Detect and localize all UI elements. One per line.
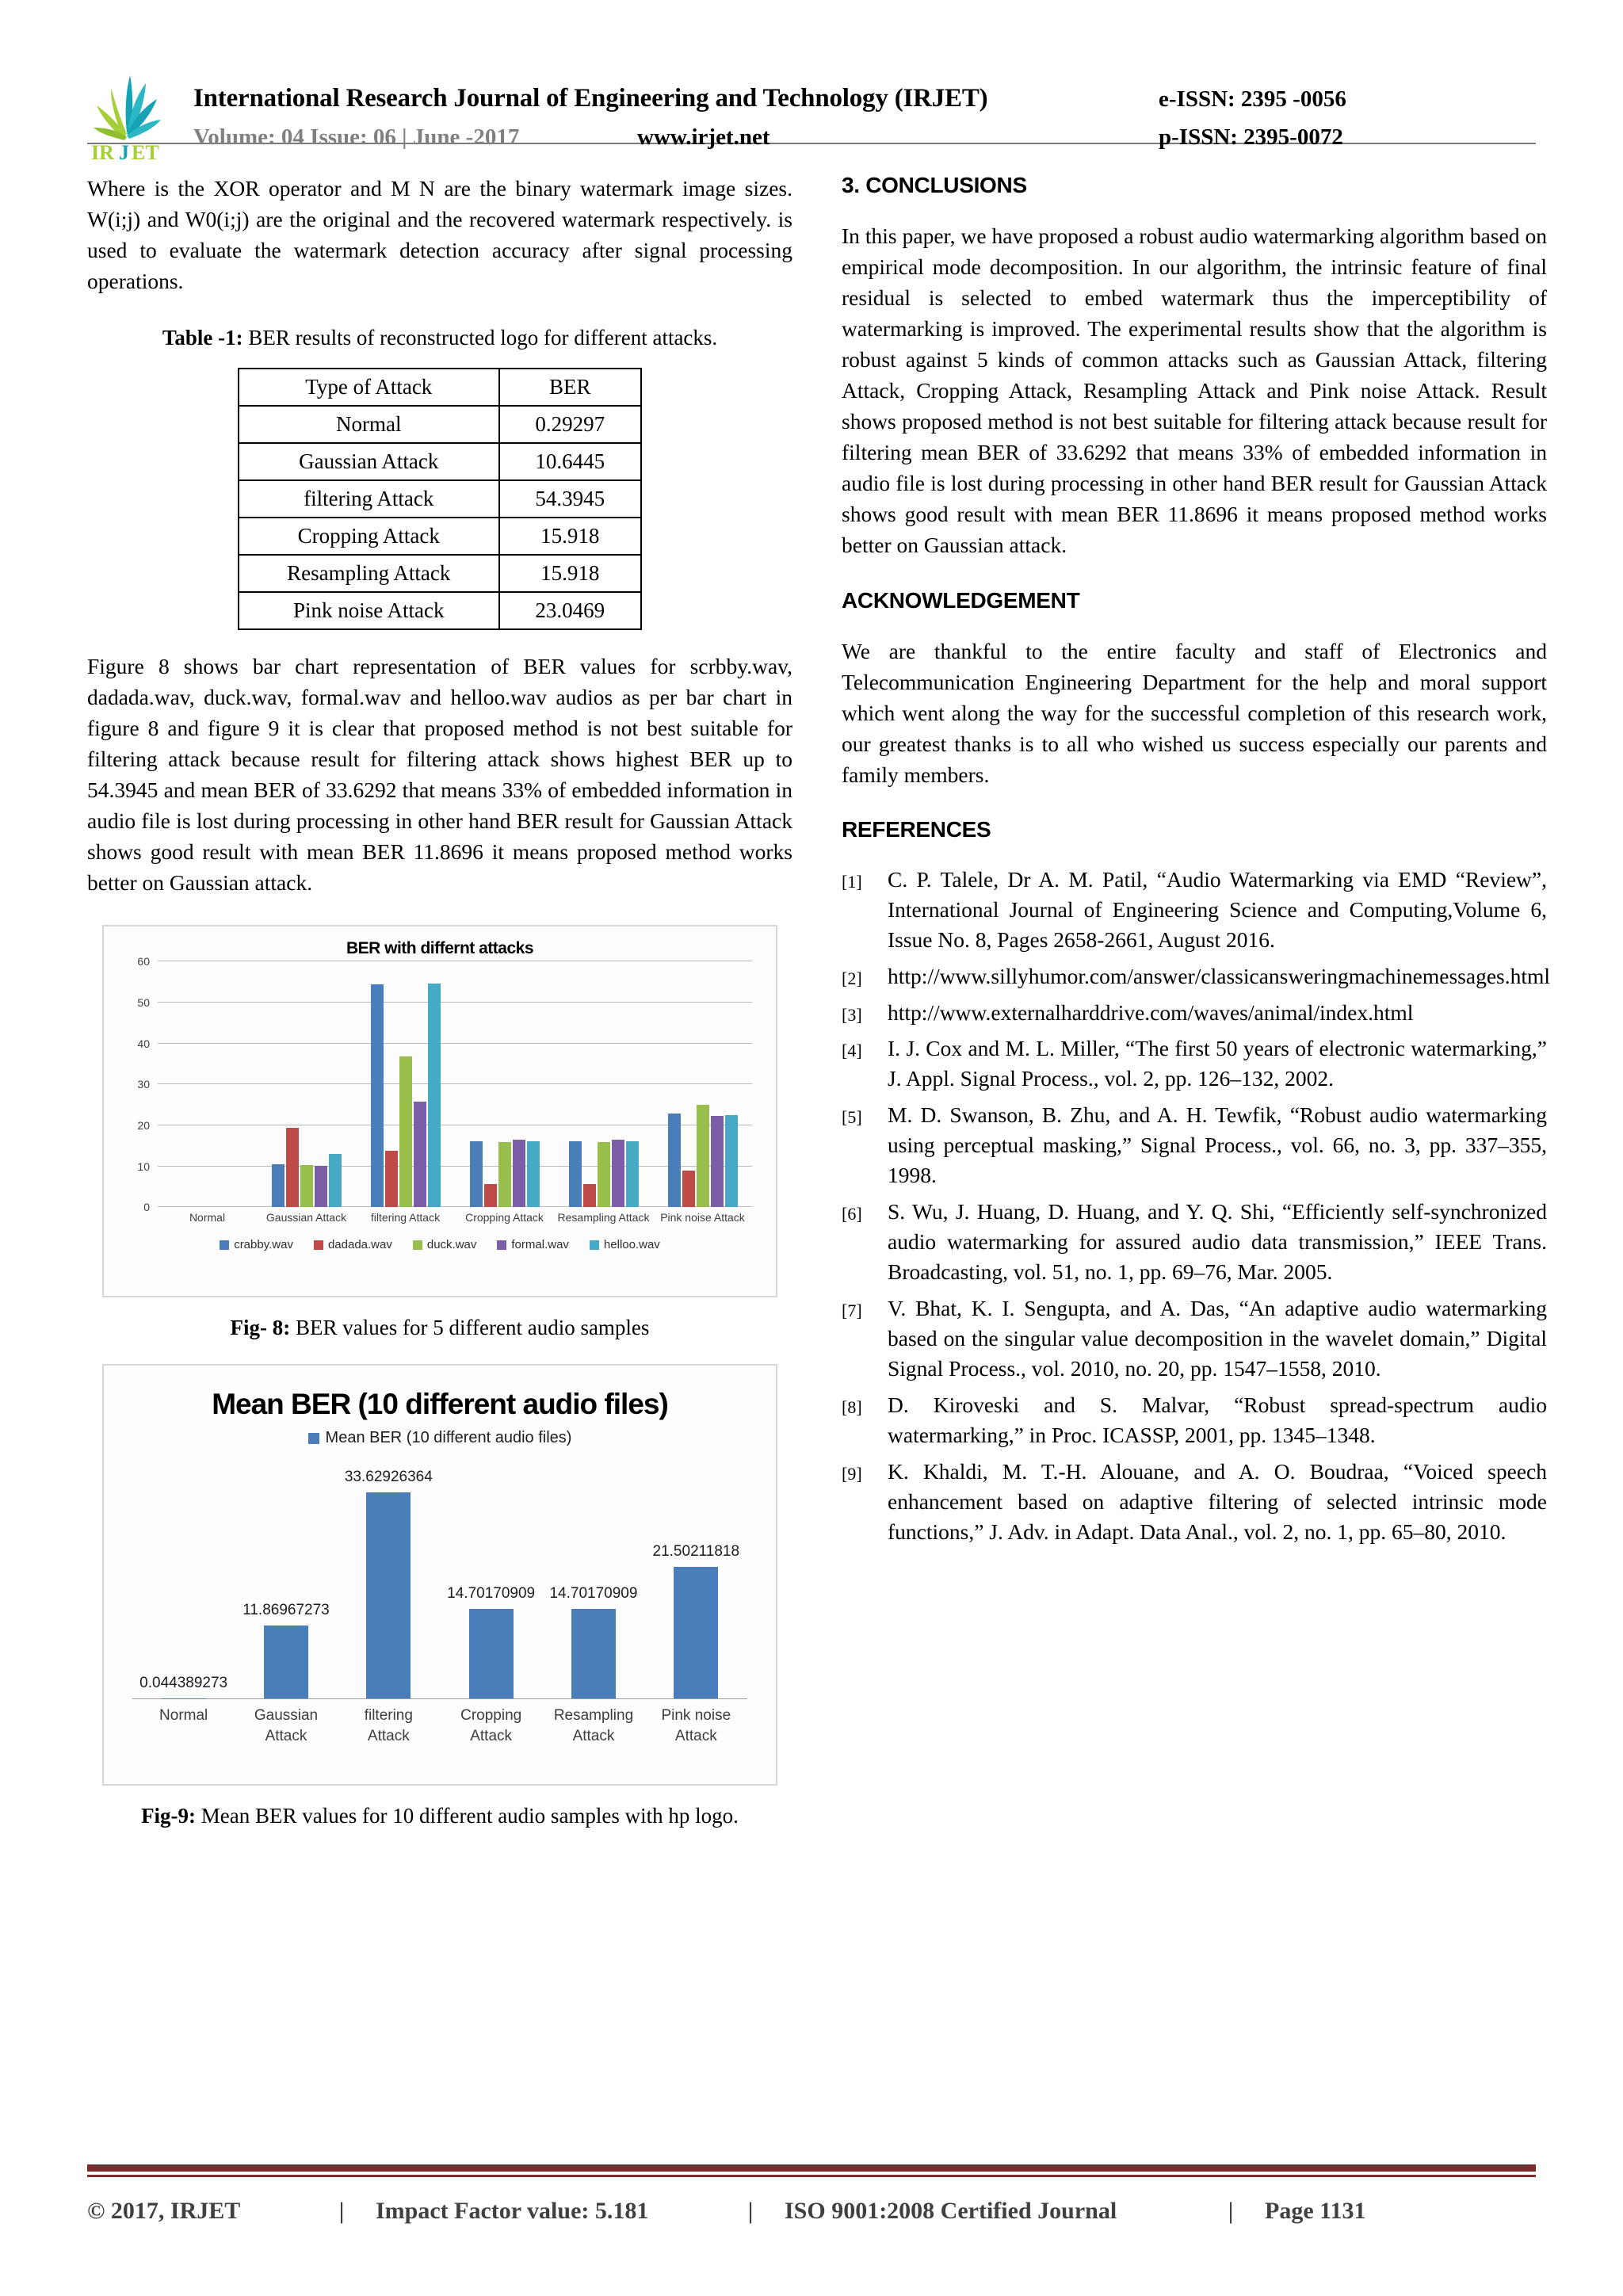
cell-attack: filtering Attack bbox=[239, 480, 499, 518]
bar bbox=[470, 1141, 483, 1207]
figure-8-title: BER with differnt attacks bbox=[346, 939, 534, 958]
table-header-row bbox=[239, 369, 641, 406]
bar-group bbox=[257, 961, 356, 1207]
page-header bbox=[87, 0, 1536, 164]
reference-item bbox=[842, 1293, 1547, 1384]
bar bbox=[527, 1141, 540, 1208]
reference-item bbox=[842, 1100, 1547, 1190]
bar-group bbox=[645, 1454, 747, 1698]
x-axis-tick-label: Resampling Attack bbox=[557, 1211, 650, 1224]
table-row bbox=[239, 555, 641, 592]
reference-number: [5] bbox=[842, 1107, 862, 1128]
bar-group bbox=[554, 961, 653, 1207]
figure-9-title: Mean BER (10 different audio files) bbox=[212, 1388, 668, 1421]
reference-text: C. P. Talele, Dr A. M. Patil, “Audio Watermarking via EMD “Review”, International Journal of Engineering Science and Computing,Volume 6, Issue No. 8, Pages 2658-2661, August 2016. bbox=[888, 866, 1547, 952]
x-axis-tick-line: Gaussian bbox=[254, 1707, 319, 1725]
reference-text: V. Bhat, K. I. Sengupta, and A. Das, “An adaptive audio watermarking based on the singular value decomposition in the wavelet domain,” Digital Signal Process., vol. 2010, no. 20, pp. 1547–1558, 2010. bbox=[888, 1295, 1547, 1381]
footer-rule-thick bbox=[87, 2164, 1536, 2172]
x-axis-tick-line: Attack bbox=[367, 1727, 410, 1744]
paragraph-conclusions: In this paper, we have proposed a robust audio watermarking algorithm based on empirical mode decomposition. In our algorithm, the intrinsic feature of final residual is selected to embed watermark thus the imperceptibility of watermarking is improved. The experimental results show that the algorithm is robust against 5 kinds of common attacks such as Gaussian Attack, filtering Attack, Cropping Attack, Resampling Attack and Pink noise Attack. Result shows proposed method is not best suitable for filtering attack because result for filtering mean BER of 33.6292 that means 33% of embedded information in audio file is lost during processing in other hand BER result for Gaussian Attack shows good result with mean BER 11.8696 it means proposed method works better on Gaussian attack. bbox=[842, 223, 1547, 558]
x-axis-tick-label bbox=[235, 1706, 337, 1746]
bar bbox=[513, 1140, 525, 1207]
legend-swatch bbox=[413, 1240, 422, 1250]
y-axis-tick-label: 30 bbox=[137, 1078, 150, 1091]
reference-text: S. Wu, J. Huang, D. Huang, and Y. Q. Shi, “Efficiently self-synchronized audio watermarking for assured audio data transmission,” IEEE Trans. Broadcasting, vol. 51, no. 1, pp. 69–76, Mar. 2005. bbox=[888, 1199, 1547, 1284]
cell-ber: 15.918 bbox=[499, 555, 641, 592]
bar bbox=[569, 1141, 582, 1207]
heading-conclusions: 3. CONCLUSIONS bbox=[842, 173, 1027, 197]
legend-label-mean-ber: Mean BER (10 different audio files) bbox=[325, 1429, 572, 1447]
figure-9-bars bbox=[132, 1454, 747, 1698]
legend-label: duck.wav bbox=[426, 1238, 477, 1252]
figure-9-caption-text: Mean BER values for 10 different audio samples with hp logo. bbox=[196, 1804, 739, 1828]
bar-group bbox=[542, 1454, 644, 1698]
y-axis-tick-label: 20 bbox=[137, 1119, 150, 1133]
table-1-caption bbox=[87, 323, 792, 353]
bar bbox=[469, 1609, 514, 1699]
bar-data-label: 11.86967273 bbox=[242, 1602, 330, 1619]
bar bbox=[583, 1184, 596, 1207]
cell-attack: Resampling Attack bbox=[239, 555, 499, 592]
paragraph-figure8-discussion: Figure 8 shows bar chart representation of BER values for scrbby.wav, dadada.wav, duck.wav, formal.wav and helloo.wav audios as per bar chart in figure 8 and figure 9 it is clear that proposed method is not best suitable for filtering attack because result for filtering attack shows highest BER up to 54.3945 and mean BER of 33.6292 that means 33% of embedded information in audio file is lost during processing in other hand BER result for Gaussian Attack shows good result with mean BER 11.8696 it means proposed method works better on Gaussian attack. bbox=[87, 653, 792, 896]
x-axis-tick-line: Pink noise bbox=[661, 1707, 731, 1725]
y-axis-tick-label: 50 bbox=[137, 996, 150, 1010]
x-axis-tick-line: Attack bbox=[572, 1727, 615, 1744]
bar-data-label: 0.044389273 bbox=[139, 1674, 228, 1691]
x-axis-tick-line: Resampling bbox=[553, 1707, 634, 1725]
figure-9-chart bbox=[102, 1364, 777, 1786]
bar bbox=[300, 1165, 313, 1207]
x-axis-tick-label bbox=[645, 1706, 747, 1746]
irjet-logo-mark bbox=[87, 71, 176, 164]
reference-text: K. Khaldi, M. T.-H. Alouane, and A. O. Boudraa, “Voiced speech enhancement based on adaptive filtering of selected intrinsic mode functions,” J. Adv. in Adapt. Data Anal., vol. 2, no. 1, pp. 65–80, 2010. bbox=[888, 1458, 1547, 1544]
cell-ber: 54.3945 bbox=[499, 480, 641, 518]
legend-swatch bbox=[314, 1240, 323, 1250]
svg-text:ET: ET bbox=[132, 141, 159, 164]
bar bbox=[674, 1567, 718, 1698]
p-issn: p-ISSN: 2395-0072 bbox=[1159, 124, 1343, 150]
figure-9-caption bbox=[87, 1801, 792, 1832]
table-row bbox=[239, 480, 641, 518]
bar bbox=[498, 1142, 511, 1207]
legend-swatch bbox=[590, 1240, 599, 1250]
cell-attack: Normal bbox=[239, 406, 499, 443]
left-column bbox=[87, 173, 792, 1832]
bar bbox=[711, 1116, 724, 1207]
figure-9-legend bbox=[118, 1429, 762, 1447]
volume-issue: Volume: 04 Issue: 06 | June -2017 bbox=[193, 124, 520, 150]
legend-swatch-mean-ber bbox=[308, 1433, 319, 1444]
right-column bbox=[842, 173, 1551, 1832]
reference-text: http://www.sillyhumor.com/answer/classicansweringmachinemessages.html bbox=[888, 963, 1551, 988]
x-axis-tick-label: Gaussian Attack bbox=[265, 1211, 347, 1224]
figure-8-plot-area bbox=[137, 955, 752, 1214]
journal-title: International Research Journal of Engineering and Technology (IRJET) bbox=[193, 84, 988, 113]
journal-website[interactable]: www.irjet.net bbox=[637, 124, 770, 150]
y-axis-tick-label: 40 bbox=[137, 1037, 150, 1050]
table-header-attack: Type of Attack bbox=[239, 369, 499, 406]
reference-item bbox=[842, 1197, 1547, 1287]
heading-acknowledgement: ACKNOWLEDGEMENT bbox=[842, 587, 1080, 613]
reference-number: [1] bbox=[842, 871, 862, 892]
y-axis-tick-label: 0 bbox=[143, 1201, 150, 1214]
legend-item bbox=[497, 1238, 569, 1251]
x-axis-tick-label bbox=[440, 1706, 542, 1746]
x-axis-tick-label: Normal bbox=[189, 1211, 226, 1224]
table-header-ber: BER bbox=[499, 369, 641, 406]
reference-item bbox=[842, 1457, 1547, 1547]
footer-page-number: Page 1131 bbox=[1265, 2198, 1366, 2224]
cell-attack: Cropping Attack bbox=[239, 518, 499, 555]
table-row bbox=[239, 443, 641, 480]
bar-data-label: 33.62926364 bbox=[344, 1469, 433, 1486]
bar bbox=[626, 1141, 639, 1208]
footer-separator-2: | bbox=[747, 2198, 754, 2224]
reference-item bbox=[842, 1390, 1547, 1450]
x-axis-tick-line: Cropping bbox=[460, 1707, 522, 1725]
ber-results-table bbox=[238, 368, 642, 630]
x-axis-tick-line: Normal bbox=[159, 1707, 208, 1725]
e-issn: e-ISSN: 2395 -0056 bbox=[1159, 86, 1346, 112]
masthead-text bbox=[193, 84, 1536, 151]
x-axis-tick-label: Cropping Attack bbox=[465, 1211, 544, 1224]
bar bbox=[371, 984, 384, 1207]
paragraph-xor-definition: Where is the XOR operator and M N are the binary watermark image sizes. W(i;j) and W0(i;j) are the original and the recovered watermark respectively. is used to evaluate the watermark detection accuracy after signal processing operations. bbox=[87, 176, 792, 294]
x-axis-tick-label bbox=[338, 1706, 440, 1746]
reference-item bbox=[842, 865, 1547, 955]
legend-item bbox=[590, 1238, 660, 1251]
reference-text: M. D. Swanson, B. Zhu, and A. H. Tewfik, “Robust audio watermarking using perceptual masking,” Signal Process., vol. 66, no. 3, pp. 337–355, 1998. bbox=[888, 1102, 1547, 1188]
legend-swatch bbox=[220, 1240, 229, 1250]
cell-attack: Pink noise Attack bbox=[239, 592, 499, 629]
figure-9-label: Fig-9: bbox=[141, 1804, 197, 1828]
table-row bbox=[239, 406, 641, 443]
bar-data-label: 14.70170909 bbox=[549, 1584, 638, 1602]
bar bbox=[272, 1164, 285, 1208]
reference-text: D. Kiroveski and S. Malvar, “Robust spread-spectrum audio watermarking,” in Proc. ICASSP, 2001, pp. 1345–1348. bbox=[888, 1392, 1547, 1447]
table-body bbox=[239, 369, 641, 629]
bar bbox=[329, 1154, 342, 1207]
bar-data-label: 21.50211818 bbox=[652, 1543, 740, 1561]
bar-group bbox=[356, 961, 455, 1207]
cell-attack: Gaussian Attack bbox=[239, 443, 499, 480]
reference-item bbox=[842, 961, 1551, 991]
figure-8-chart bbox=[102, 925, 777, 1297]
svg-text:IR: IR bbox=[91, 141, 114, 164]
bar bbox=[385, 1151, 398, 1207]
bar bbox=[612, 1140, 624, 1207]
legend-label: formal.wav bbox=[511, 1238, 569, 1252]
table-row bbox=[239, 592, 641, 629]
legend-item bbox=[220, 1238, 293, 1251]
bar-group bbox=[455, 961, 554, 1207]
legend-swatch bbox=[497, 1240, 506, 1250]
bar bbox=[571, 1609, 616, 1699]
table-1-caption-text: BER results of reconstructed logo for different attacks. bbox=[242, 326, 718, 350]
figure-8-caption bbox=[87, 1313, 792, 1343]
reference-number: [9] bbox=[842, 1463, 862, 1484]
table-row bbox=[239, 518, 641, 555]
reference-number: [3] bbox=[842, 1004, 862, 1025]
legend-label: dadada.wav bbox=[327, 1238, 392, 1252]
x-axis-tick-line: Attack bbox=[674, 1727, 717, 1744]
reference-item bbox=[842, 1033, 1547, 1094]
x-axis-tick-line: Attack bbox=[470, 1727, 513, 1744]
reference-text: http://www.externalharddrive.com/waves/animal/index.html bbox=[888, 999, 1414, 1025]
bar-group bbox=[132, 1454, 235, 1698]
references-list bbox=[842, 865, 1551, 1547]
figure-8-x-axis-labels bbox=[158, 1211, 752, 1224]
bar-group bbox=[338, 1454, 440, 1698]
cell-ber: 0.29297 bbox=[499, 406, 641, 443]
y-axis-tick-label: 60 bbox=[137, 955, 150, 968]
bar bbox=[725, 1115, 738, 1208]
bar bbox=[668, 1114, 681, 1208]
irjet-logo bbox=[87, 71, 176, 164]
footer-separator-1: | bbox=[338, 2198, 345, 2224]
bar bbox=[399, 1056, 412, 1207]
figure-9-plot-area bbox=[132, 1454, 747, 1699]
figure-9-x-axis-labels bbox=[132, 1706, 747, 1746]
footer-iso-certification: ISO 9001:2008 Certified Journal bbox=[785, 2198, 1117, 2224]
footer-copyright: © 2017, IRJET bbox=[87, 2198, 241, 2224]
bar bbox=[264, 1626, 308, 1698]
reference-number: [8] bbox=[842, 1396, 862, 1417]
bar-group bbox=[158, 961, 257, 1207]
paragraph-acknowledgement: We are thankful to the entire faculty and staff of Electronics and Telecommunication Engineering Department for the help and moral support which went along the way for the successful completion of this research work, our greatest thanks is to all who wished us success especially our parents and family members. bbox=[842, 638, 1547, 787]
reference-number: [6] bbox=[842, 1204, 862, 1224]
legend-label: crabby.wav bbox=[234, 1238, 293, 1252]
heading-references: REFERENCES bbox=[842, 816, 991, 842]
x-axis-tick-label bbox=[132, 1706, 235, 1746]
bar bbox=[697, 1105, 709, 1207]
bar-group bbox=[235, 1454, 337, 1698]
bar-group bbox=[653, 961, 752, 1207]
legend-item bbox=[413, 1238, 477, 1251]
footer-impact-factor: Impact Factor value: 5.181 bbox=[376, 2198, 649, 2224]
legend-item bbox=[314, 1238, 392, 1251]
reference-item bbox=[842, 998, 1547, 1028]
bar bbox=[414, 1102, 426, 1207]
x-axis-tick-line: Attack bbox=[265, 1727, 307, 1744]
bar bbox=[286, 1128, 299, 1208]
bar bbox=[366, 1492, 411, 1698]
cell-ber: 15.918 bbox=[499, 518, 641, 555]
legend-label: helloo.wav bbox=[603, 1238, 660, 1252]
bar-data-label: 14.70170909 bbox=[447, 1584, 536, 1602]
cell-ber: 23.0469 bbox=[499, 592, 641, 629]
footer-separator-3: | bbox=[1228, 2198, 1234, 2224]
table-1-label: Table -1: bbox=[162, 326, 243, 350]
figure-8-legend bbox=[115, 1238, 765, 1251]
footer-row bbox=[87, 2198, 1536, 2225]
x-axis-tick-line: filtering bbox=[364, 1707, 413, 1725]
figure-8-label: Fig- 8: bbox=[230, 1316, 291, 1340]
y-axis-tick-label: 10 bbox=[137, 1159, 150, 1173]
bar bbox=[315, 1166, 327, 1207]
cell-ber: 10.6445 bbox=[499, 443, 641, 480]
bar bbox=[682, 1171, 695, 1208]
footer-rule-thin bbox=[87, 2175, 1536, 2177]
svg-text:J: J bbox=[119, 141, 129, 164]
x-axis-tick-label: Pink noise Attack bbox=[660, 1211, 745, 1224]
two-column-body bbox=[87, 173, 1551, 1832]
x-axis-tick-label bbox=[542, 1706, 644, 1746]
reference-number: [2] bbox=[842, 968, 862, 988]
bar bbox=[428, 984, 441, 1208]
x-axis-tick-label: filtering Attack bbox=[370, 1211, 441, 1224]
bar bbox=[484, 1184, 497, 1207]
reference-text: I. J. Cox and M. L. Miller, “The first 50 years of electronic watermarking,” J. Appl. Signal Process., vol. 2, pp. 126–132, 2002. bbox=[888, 1036, 1547, 1091]
reference-number: [4] bbox=[842, 1041, 862, 1061]
figure-8-caption-text: BER values for 5 different audio samples bbox=[290, 1316, 650, 1340]
reference-number: [7] bbox=[842, 1300, 862, 1320]
page-footer bbox=[87, 2164, 1536, 2225]
figure-8-bars bbox=[158, 961, 752, 1207]
bar bbox=[598, 1142, 610, 1207]
bar-group bbox=[440, 1454, 542, 1698]
